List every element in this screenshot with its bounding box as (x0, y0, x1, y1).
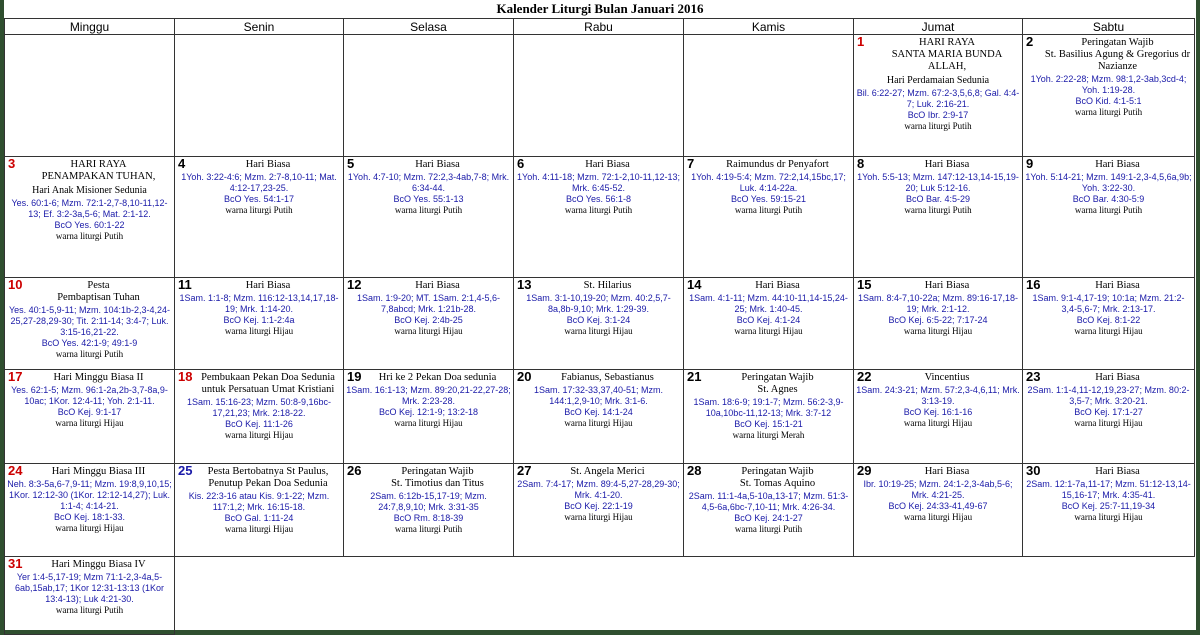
day-number: 12 (347, 277, 362, 292)
day-cell[interactable] (175, 157, 344, 278)
liturgical-color: warna liturgi Putih (55, 349, 124, 359)
office-reading: BcO Kej. 3:1-24 (566, 315, 631, 325)
day-cell[interactable] (1023, 157, 1195, 278)
day-cell-content (514, 464, 683, 556)
liturgical-color: warna liturgi Hijau (903, 512, 973, 522)
office-reading: BcO Yes. 55:1-13 (393, 194, 464, 204)
liturgical-color: warna liturgi Hijau (55, 523, 124, 533)
office-reading: BcO Kej. 4:1-24 (736, 315, 801, 325)
week-row (5, 464, 1195, 557)
office-reading: BcO Yes. 54:1-17 (223, 194, 295, 204)
day-cell-content (514, 157, 683, 277)
liturgical-color: warna liturgi Putih (55, 605, 124, 615)
day-number: 6 (517, 156, 525, 171)
liturgical-color: warna liturgi Hijau (55, 418, 124, 428)
day-number: 16 (1026, 277, 1041, 292)
day-number: 17 (8, 369, 23, 384)
day-cell[interactable] (514, 370, 684, 464)
week-row (5, 35, 1195, 157)
feast-title: Peringatan Wajib St. Timotius dan Titus (391, 466, 484, 489)
weekday-header: Jumat (854, 19, 1023, 35)
day-cell[interactable] (1023, 278, 1195, 370)
mass-readings: Bil. 6:22-27; Mzm. 67:2-3,5,6,8; Gal. 4:4-7; Luk. 2:16-21. (856, 88, 1020, 109)
weekday-header: Rabu (514, 19, 684, 35)
liturgical-color: warna liturgi Putih (55, 231, 124, 241)
day-cell-content (684, 278, 853, 369)
liturgical-color: warna liturgi Putih (1074, 107, 1143, 117)
mass-readings: 1Sam. 1:9-20; MT. 1Sam. 2:1,4-5,6-7,8abcd; Mrk. 1:21b-28. (356, 293, 501, 314)
feast-subtitle: Hari Anak Misioner Sedunia (32, 185, 147, 196)
office-reading: BcO Yes. 59:15-21 (730, 194, 807, 204)
day-number: 4 (178, 156, 186, 171)
office-reading: BcO Yes. 60:1-22 (54, 220, 125, 230)
day-cell[interactable] (684, 157, 854, 278)
office-reading: BcO Kej. 8:1-22 (1076, 315, 1141, 325)
mass-readings: Ibr. 10:19-25; Mzm. 24:1-2,3-4ab,5-6; Mrk. 4:21-25. (863, 479, 1013, 500)
day-cell[interactable] (5, 157, 175, 278)
day-cell-content (854, 35, 1022, 156)
day-cell-content (175, 278, 343, 369)
liturgical-color: warna liturgi Putih (394, 524, 463, 534)
day-cell[interactable] (175, 278, 344, 370)
day-cell-content (684, 464, 853, 556)
feast-title: Hari Biasa (1095, 466, 1140, 477)
office-reading: BcO Bar. 4:30-5:9 (1072, 194, 1145, 204)
day-number: 7 (687, 156, 695, 171)
day-cell-content (5, 157, 174, 277)
day-cell[interactable] (5, 278, 175, 370)
day-cell[interactable] (514, 278, 684, 370)
day-cell[interactable] (1023, 464, 1195, 557)
calendar-sheet (4, 0, 1196, 630)
empty-day-cell (854, 557, 1023, 635)
day-cell[interactable] (344, 464, 514, 557)
feast-title: HARI RAYA PENAMPAKAN TUHAN, (41, 159, 156, 182)
day-cell[interactable] (684, 370, 854, 464)
office-reading: BcO Kej. 1:1-2:4a (223, 315, 295, 325)
office-reading: BcO Kej. 22:1-19 (564, 501, 633, 511)
day-number: 2 (1026, 34, 1034, 49)
office-reading: BcO Kej. 24:1-27 (734, 513, 803, 523)
feast-subtitle: Hari Perdamaian Sedunia (886, 75, 990, 86)
day-cell-content (684, 370, 853, 463)
day-cell-content (854, 370, 1022, 463)
week-row (5, 557, 1195, 635)
office-reading: BcO Kej. 12:1-9; 13:2-18 (378, 407, 479, 417)
empty-day-cell (175, 557, 344, 635)
day-cell[interactable] (854, 157, 1023, 278)
day-number: 31 (8, 556, 23, 571)
feast-title: St. Hilarius (583, 280, 632, 291)
feast-title: Peringatan Wajib St. Agnes (741, 372, 814, 395)
mass-readings: 2Sam. 12:1-7a,11-17; Mzm. 51:12-13,14-15,16-17; Mrk. 4:35-41. (1026, 479, 1191, 500)
day-number: 11 (178, 277, 192, 292)
day-cell-content (344, 464, 513, 556)
mass-readings: Neh. 8:3-5a,6-7,9-11; Mzm. 19:8,9,10,15; 1Kor. 12:12-30 (1Kor. 12:12-14,27); Luk. 1:1-4; 4:14-21. (7, 479, 172, 511)
empty-day-cell (514, 35, 684, 157)
day-cell[interactable] (854, 370, 1023, 464)
mass-readings: 1Sam. 15:16-23; Mzm. 50:8-9,16bc-17,21,23; Mrk. 2:18-22. (186, 397, 332, 418)
feast-title: Hari Minggu Biasa IV (51, 559, 146, 570)
mass-readings: Yes. 62:1-5; Mzm. 96:1-2a,2b-3,7-8a,9-10ac; 1Kor. 12:4-11; Yoh. 2:1-11. (11, 385, 168, 406)
feast-title: Hari Biasa (924, 280, 970, 291)
liturgical-color: warna liturgi Putih (1074, 205, 1143, 215)
day-number: 9 (1026, 156, 1034, 171)
day-cell-content (854, 278, 1022, 369)
empty-day-cell (684, 35, 854, 157)
feast-title: Raimundus dr Penyafort (726, 159, 829, 170)
weekday-header: Kamis (684, 19, 854, 35)
day-number: 28 (687, 463, 702, 478)
day-cell[interactable] (684, 464, 854, 557)
liturgical-color: warna liturgi Hijau (903, 418, 973, 428)
office-reading: BcO Yes. 56:1-8 (565, 194, 632, 204)
feast-title: Pembukaan Pekan Doa Sedunia untuk Persatuan Umat Kristiani (201, 372, 335, 395)
day-cell[interactable] (854, 278, 1023, 370)
mass-readings: Yes. 40:1-5,9-11; Mzm. 104:1b-2,3-4,24-25,27-28,29-30; Tit. 2:11-14; 3:4-7; Luk. 3:15-16,21-22. (8, 305, 171, 337)
feast-title: Vincentius (924, 372, 970, 383)
feast-title: Hari Biasa (245, 280, 291, 291)
feast-title: Hari Biasa (415, 280, 460, 291)
day-cell-content (854, 157, 1022, 277)
office-reading: BcO Kej. 14:1-24 (564, 407, 633, 417)
liturgical-color: warna liturgi Hijau (734, 326, 803, 336)
feast-title: Hari Biasa (924, 466, 970, 477)
office-reading: BcO Kej. 15:1-21 (734, 419, 803, 429)
weekday-header: Sabtu (1023, 19, 1195, 35)
day-cell-content (175, 157, 343, 277)
day-number: 29 (857, 463, 872, 478)
day-cell-content (344, 370, 513, 463)
day-number: 25 (178, 463, 193, 478)
liturgical-color: warna liturgi Hijau (903, 326, 973, 336)
weekday-header: Selasa (344, 19, 514, 35)
day-number: 30 (1026, 463, 1041, 478)
office-reading: BcO Kej. 11:1-26 (225, 419, 293, 429)
day-number: 18 (178, 369, 193, 384)
day-number: 15 (857, 277, 872, 292)
day-number: 26 (347, 463, 362, 478)
day-number: 27 (517, 463, 532, 478)
feast-title: HARI RAYA SANTA MARIA BUNDA ALLAH, (891, 37, 1003, 72)
day-cell-content (175, 464, 343, 556)
empty-day-cell (684, 557, 854, 635)
empty-day-cell (5, 35, 175, 157)
empty-day-cell (344, 35, 514, 157)
feast-title: Hari Biasa (415, 159, 460, 170)
liturgical-color: warna liturgi Putih (904, 205, 972, 215)
office-reading: BcO Rm. 8:18-39 (393, 513, 464, 523)
liturgical-color: warna liturgi Putih (904, 121, 972, 131)
weekday-header: Minggu (5, 19, 175, 35)
day-number: 19 (347, 369, 362, 384)
day-cell-content (1023, 464, 1194, 556)
liturgical-color: warna liturgi Hijau (224, 524, 294, 534)
day-number: 3 (8, 156, 16, 171)
day-number: 8 (857, 156, 865, 171)
liturgical-color: warna liturgi Hijau (1074, 512, 1143, 522)
mass-readings: 1Sam. 9:1-4,17-19; 10:1a; Mzm. 21:2-3,4-5,6-7; Mrk. 2:13-17. (1032, 293, 1185, 314)
liturgical-color: warna liturgi Putih (225, 205, 293, 215)
day-cell-content (5, 464, 174, 556)
mass-readings: 1Sam. 4:1-11; Mzm. 44:10-11,14-15,24-25; Mrk. 1:40-45. (689, 293, 848, 314)
day-cell[interactable] (344, 278, 514, 370)
feast-title: Hri ke 2 Pekan Doa sedunia (378, 372, 497, 383)
feast-title: Peringatan Wajib St. Basilius Agung & Gregorius dr Nazianze (1044, 37, 1191, 72)
mass-readings: 1Sam. 17:32-33,37,40-51; Mzm. 144:1,2,9-10; Mrk. 3:1-6. (533, 385, 664, 406)
feast-title: St. Angela Merici (570, 466, 645, 477)
mass-readings: 1Yoh. 4:11-18; Mzm. 72:1-2,10-11,12-13; Mrk. 6:45-52. (517, 172, 680, 193)
empty-day-cell (1023, 557, 1195, 635)
liturgical-color: warna liturgi Hijau (1074, 418, 1143, 428)
day-number: 5 (347, 156, 355, 171)
day-cell[interactable] (1023, 35, 1195, 157)
weekday-header-row (5, 19, 1195, 35)
day-cell[interactable] (175, 370, 344, 464)
liturgical-color: warna liturgi Hijau (394, 418, 463, 428)
mass-readings: 1Sam. 16:1-13; Mzm. 89:20,21-22,27-28; Mrk. 2:23-28. (346, 385, 511, 406)
liturgical-color: warna liturgi Hijau (224, 430, 294, 440)
mass-readings: 1Sam. 24:3-21; Mzm. 57:2,3-4,6,11; Mrk. 3:13-19. (856, 385, 1020, 406)
feast-title: Hari Biasa (924, 159, 970, 170)
feast-title: Hari Biasa (755, 280, 800, 291)
week-row (5, 370, 1195, 464)
mass-readings: 1Yoh. 5:14-21; Mzm. 149:1-2,3-4,5,6a,9b; Yoh. 3:22-30. (1025, 172, 1192, 193)
day-cell[interactable] (5, 464, 175, 557)
day-cell[interactable] (5, 370, 175, 464)
office-reading: BcO Bar. 4:5-29 (905, 194, 971, 204)
day-number: 1 (857, 34, 865, 49)
office-reading: BcO Kid. 4:1-5:1 (1075, 96, 1142, 106)
day-number: 24 (8, 463, 23, 478)
liturgical-color: warna liturgi Hijau (564, 326, 633, 336)
day-cell-content (344, 157, 513, 277)
mass-readings: 1Sam. 8:4-7,10-22a; Mzm. 89:16-17,18-19; Mrk. 2:1-12. (857, 293, 1019, 314)
feast-title: Hari Minggu Biasa II (53, 372, 144, 383)
office-reading: BcO Kej. 25:7-11,19-34 (1061, 501, 1156, 511)
feast-title: Hari Minggu Biasa III (51, 466, 146, 477)
day-number: 14 (687, 277, 702, 292)
day-number: 13 (517, 277, 532, 292)
day-cell-content (5, 278, 174, 369)
day-cell-content (514, 370, 683, 463)
day-cell-content (1023, 35, 1194, 156)
day-cell-content (175, 370, 343, 463)
feast-title: Pesta Bertobatnya St Paulus, Penutup Pekan Doa Sedunia (207, 466, 329, 489)
day-number: 22 (857, 369, 872, 384)
office-reading: BcO Yes. 42:1-9; 49:1-9 (41, 338, 138, 348)
feast-title: Fabianus, Sebastianus (561, 372, 654, 383)
office-reading: BcO Kej. 9:1-17 (57, 407, 122, 417)
office-reading: BcO Gal. 1:11-24 (224, 513, 294, 523)
liturgical-color: warna liturgi Putih (564, 205, 633, 215)
office-reading: BcO Kej. 6:5-22; 7:17-24 (888, 315, 988, 325)
feast-title: Hari Biasa (1095, 159, 1140, 170)
day-cell-content (344, 278, 513, 369)
day-cell-content (1023, 370, 1194, 463)
calendar-table (4, 18, 1195, 635)
day-cell[interactable] (854, 35, 1023, 157)
week-row (5, 278, 1195, 370)
liturgical-color: warna liturgi Hijau (564, 418, 633, 428)
office-reading: BcO Kej. 16:1-16 (903, 407, 973, 417)
liturgical-color: warna liturgi Hijau (224, 326, 294, 336)
office-reading: BcO Kej. 24:33-41,49-67 (888, 501, 988, 511)
liturgical-color: warna liturgi Hijau (394, 326, 463, 336)
mass-readings: 2Sam. 7:4-17; Mzm. 89:4-5,27-28,29-30; Mrk. 4:1-20. (517, 479, 680, 500)
day-cell-content (684, 157, 853, 277)
day-cell-content (5, 557, 174, 634)
day-cell[interactable] (175, 464, 344, 557)
mass-readings: 2Sam. 6:12b-15,17-19; Mzm. 24:7,8,9,10; Mrk. 3:31-35 (370, 491, 487, 512)
day-cell[interactable] (344, 370, 514, 464)
mass-readings: 1Sam. 18:6-9; 19:1-7; Mzm. 56:2-3,9-10a,10bc-11,12-13; Mrk. 3:7-12 (693, 397, 844, 418)
day-cell[interactable] (854, 464, 1023, 557)
day-number: 20 (517, 369, 532, 384)
day-cell[interactable] (684, 278, 854, 370)
feast-title: Hari Biasa (245, 159, 291, 170)
liturgical-color: warna liturgi Hijau (564, 512, 633, 522)
empty-day-cell (344, 557, 514, 635)
day-cell-content (1023, 157, 1194, 277)
office-reading: BcO Ibr. 2:9-17 (907, 110, 969, 120)
day-cell[interactable] (344, 157, 514, 278)
day-cell[interactable] (514, 464, 684, 557)
mass-readings: Yer 1:4-5,17-19; Mzm 71:1-2,3-4a,5-6ab,15ab,17; 1Kor 12:31-13:13 (1Kor 13:4-13); Luk 4:21-30. (14, 572, 165, 604)
day-cell[interactable] (1023, 370, 1195, 464)
office-reading: BcO Kej. 2:4b-25 (394, 315, 463, 325)
mass-readings: 1Sam. 3:1-10,19-20; Mzm. 40:2,5,7-8a,8b-9,10; Mrk. 1:29-39. (526, 293, 671, 314)
liturgical-color: warna liturgi Putih (734, 524, 803, 534)
mass-readings: 2Sam. 11:1-4a,5-10a,13-17; Mzm. 51:3-4,5-6a,6bc-7,10-11; Mrk. 4:26-34. (688, 491, 849, 512)
day-cell[interactable] (5, 557, 175, 635)
feast-title: Pesta Pembaptisan Tuhan (57, 280, 140, 303)
week-row (5, 157, 1195, 278)
day-cell-content (1023, 278, 1194, 369)
mass-readings: Kis. 22:3-16 atau Kis. 9:1-22; Mzm. 117:1,2; Mrk. 16:15-18. (188, 491, 330, 512)
feast-title: Hari Biasa (585, 159, 630, 170)
day-cell-content (854, 464, 1022, 556)
mass-readings: 1Yoh. 4:7-10; Mzm. 72:2,3-4ab,7-8; Mrk. 6:34-44. (347, 172, 510, 193)
mass-readings: 1Yoh. 4:19-5:4; Mzm. 72:2,14,15bc,17; Luk. 4:14-22a. (691, 172, 846, 193)
day-number: 10 (8, 277, 23, 292)
day-cell-content (514, 278, 683, 369)
office-reading: BcO Kej. 18:1-33. (53, 512, 126, 522)
mass-readings: 1Sam. 1:1-8; Mzm. 116:12-13,14,17,18-19; Mrk. 1:14-20. (179, 293, 339, 314)
feast-title: Hari Biasa (1095, 372, 1140, 383)
day-number: 23 (1026, 369, 1041, 384)
day-cell[interactable] (514, 157, 684, 278)
mass-readings: 1Yoh. 3:22-4:6; Mzm. 2:7-8,10-11; Mat. 4:12-17,23-25. (181, 172, 337, 193)
day-cell-content (5, 370, 174, 463)
calendar-title: Kalender Liturgi Bulan Januari 2016 (496, 1, 704, 16)
feast-title: Hari Biasa (1095, 280, 1140, 291)
liturgical-color: warna liturgi Hijau (1074, 326, 1143, 336)
mass-readings: 2Sam. 1:1-4,11-12,19,23-27; Mzm. 80:2-3,5-7; Mrk. 3:20-21. (1027, 385, 1190, 406)
feast-title: Peringatan Wajib St. Tomas Aquino (739, 466, 816, 489)
liturgical-color: warna liturgi Merah (732, 430, 805, 440)
day-number: 21 (687, 369, 702, 384)
liturgical-color: warna liturgi Putih (734, 205, 803, 215)
mass-readings: Yes. 60:1-6; Mzm. 72:1-2,7-8,10-11,12-13; Ef. 3:2-3a,5-6; Mat. 2:1-12. (11, 198, 168, 219)
office-reading: BcO Kej. 17:1-27 (1074, 407, 1143, 417)
empty-day-cell (175, 35, 344, 157)
mass-readings: 1Yoh. 2:22-28; Mzm. 98:1,2-3ab,3cd-4; Yoh. 1:19-28. (1030, 74, 1187, 95)
empty-day-cell (514, 557, 684, 635)
mass-readings: 1Yoh. 5:5-13; Mzm. 147:12-13,14-15,19-20; Luk 5:12-16. (857, 172, 1019, 193)
liturgical-color: warna liturgi Putih (394, 205, 463, 215)
weekday-header: Senin (175, 19, 344, 35)
